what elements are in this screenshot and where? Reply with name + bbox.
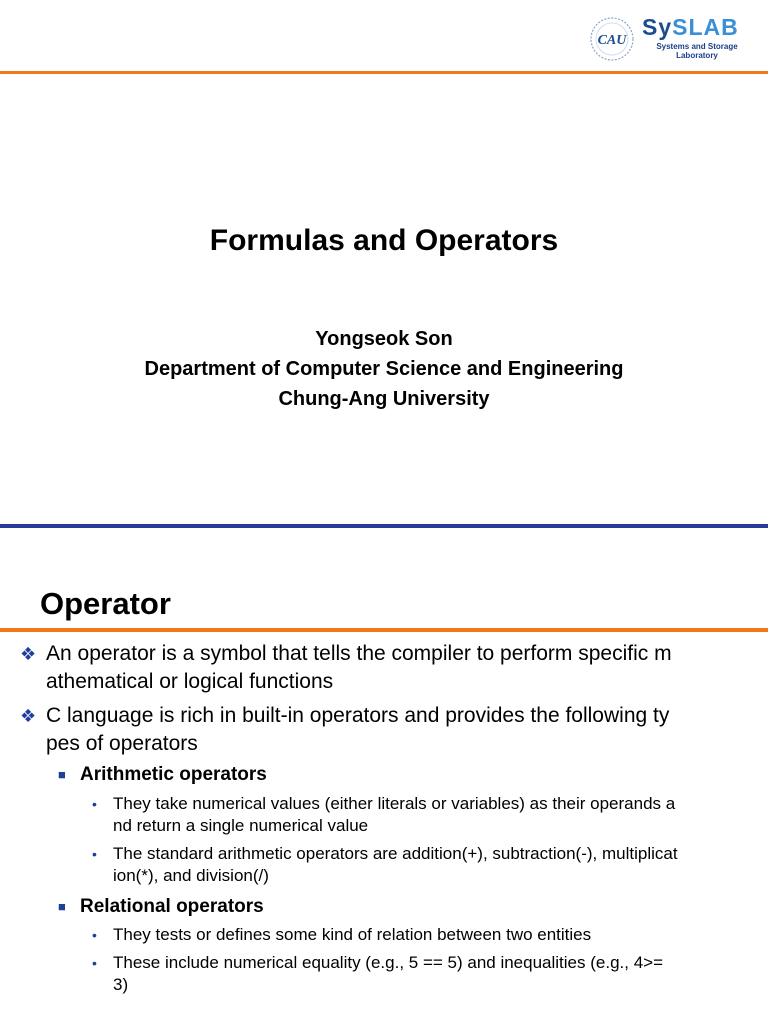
author-block bbox=[0, 324, 768, 414]
university: Chung-Ang University bbox=[278, 388, 490, 410]
syslab-logo bbox=[588, 14, 768, 64]
list-item: • They tests or defines some kind of relation between two entities bbox=[92, 925, 592, 944]
dot-bullet-icon: • bbox=[92, 846, 97, 862]
bullet-operator-definition: ❖ An operator is a symbol that tells the compiler to perform specific m athematical or logical functions bbox=[20, 642, 672, 693]
cau-seal-icon bbox=[588, 16, 636, 62]
square-bullet-icon: ■ bbox=[58, 767, 66, 782]
dot-bullet-icon: • bbox=[92, 796, 97, 812]
list-item: • They take numerical values (either literals or variables) as their operands a nd return a single numerical value bbox=[92, 794, 676, 835]
header-divider bbox=[0, 71, 768, 74]
subheading-arithmetic: ■ Arithmetic operators bbox=[58, 762, 748, 788]
logo-title: SySLAB bbox=[642, 14, 739, 40]
logo-subtitle: Systems and Storage Laboratory bbox=[656, 42, 738, 60]
diamond-bullet-icon: ❖ bbox=[20, 706, 37, 726]
presentation-title: Formulas and Operators bbox=[209, 224, 559, 257]
list-item: • These include numerical equality (e.g., 5 == 5) and inequalities (e.g., 4>= 3) bbox=[92, 953, 664, 994]
department: Department of Computer Science and Engineering bbox=[144, 358, 624, 380]
author-name: Yongseok Son bbox=[315, 328, 453, 350]
diamond-bullet-icon: ❖ bbox=[20, 644, 37, 664]
dot-bullet-icon: • bbox=[92, 927, 97, 943]
subheading-relational: ■ Relational operators bbox=[58, 894, 748, 920]
svg-text:CAU: CAU bbox=[597, 33, 627, 48]
slide-title: Operator bbox=[40, 586, 171, 621]
square-bullet-icon: ■ bbox=[58, 899, 66, 914]
bullet-operator-types: ❖ C language is rich in built-in operators and provides the following ty pes of operators bbox=[20, 704, 670, 755]
list-item: • The standard arithmetic operators are addition(+), subtraction(-), multiplicat ion(*), and division(/) bbox=[92, 844, 678, 885]
operator-slide bbox=[0, 528, 768, 1024]
dot-bullet-icon: • bbox=[92, 955, 97, 971]
title-divider bbox=[0, 628, 768, 632]
